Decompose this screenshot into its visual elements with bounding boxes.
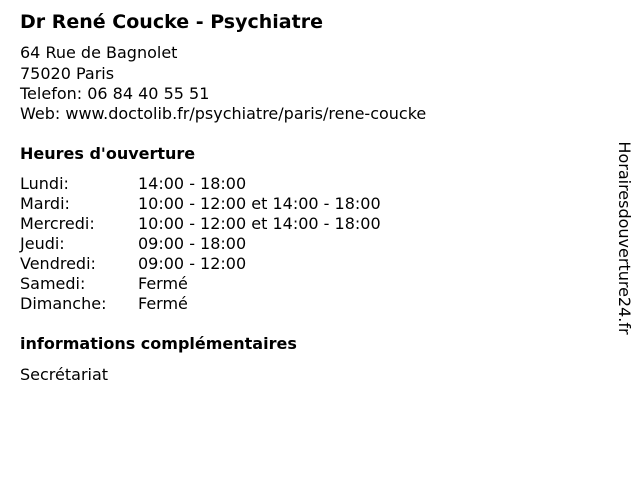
hours-day: Jeudi: <box>20 234 65 253</box>
hours-time: 10:00 - 12:00 et 14:00 - 18:00 <box>138 214 381 233</box>
hours-day: Lundi: <box>20 174 69 193</box>
opening-hours-heading: Heures d'ouverture <box>20 144 196 163</box>
hours-time: 10:00 - 12:00 et 14:00 - 18:00 <box>138 194 381 213</box>
hours-day: Mercredi: <box>20 214 95 233</box>
website-link[interactable]: Web: www.doctolib.fr/psychiatre/paris/rene-coucke <box>20 104 427 123</box>
hours-time: Fermé <box>138 294 188 313</box>
hours-time: 09:00 - 18:00 <box>138 234 247 253</box>
page-title: Dr René Coucke - Psychiatre <box>20 11 323 33</box>
hours-day: Vendredi: <box>20 254 96 273</box>
phone-number[interactable]: Telefon: 06 84 40 55 51 <box>20 84 210 103</box>
address-street: 64 Rue de Bagnolet <box>20 43 178 62</box>
additional-info-text: Secrétariat <box>20 365 109 384</box>
hours-day: Dimanche: <box>20 294 107 313</box>
additional-info-heading: informations complémentaires <box>20 334 297 353</box>
address-city: 75020 Paris <box>20 64 115 83</box>
hours-day: Mardi: <box>20 194 70 213</box>
hours-time: Fermé <box>138 274 188 293</box>
site-brand-watermark[interactable]: Horairesdouverture24.fr <box>615 141 634 335</box>
hours-time: 09:00 - 12:00 <box>138 254 247 273</box>
hours-time: 14:00 - 18:00 <box>138 174 247 193</box>
hours-day: Samedi: <box>20 274 86 293</box>
